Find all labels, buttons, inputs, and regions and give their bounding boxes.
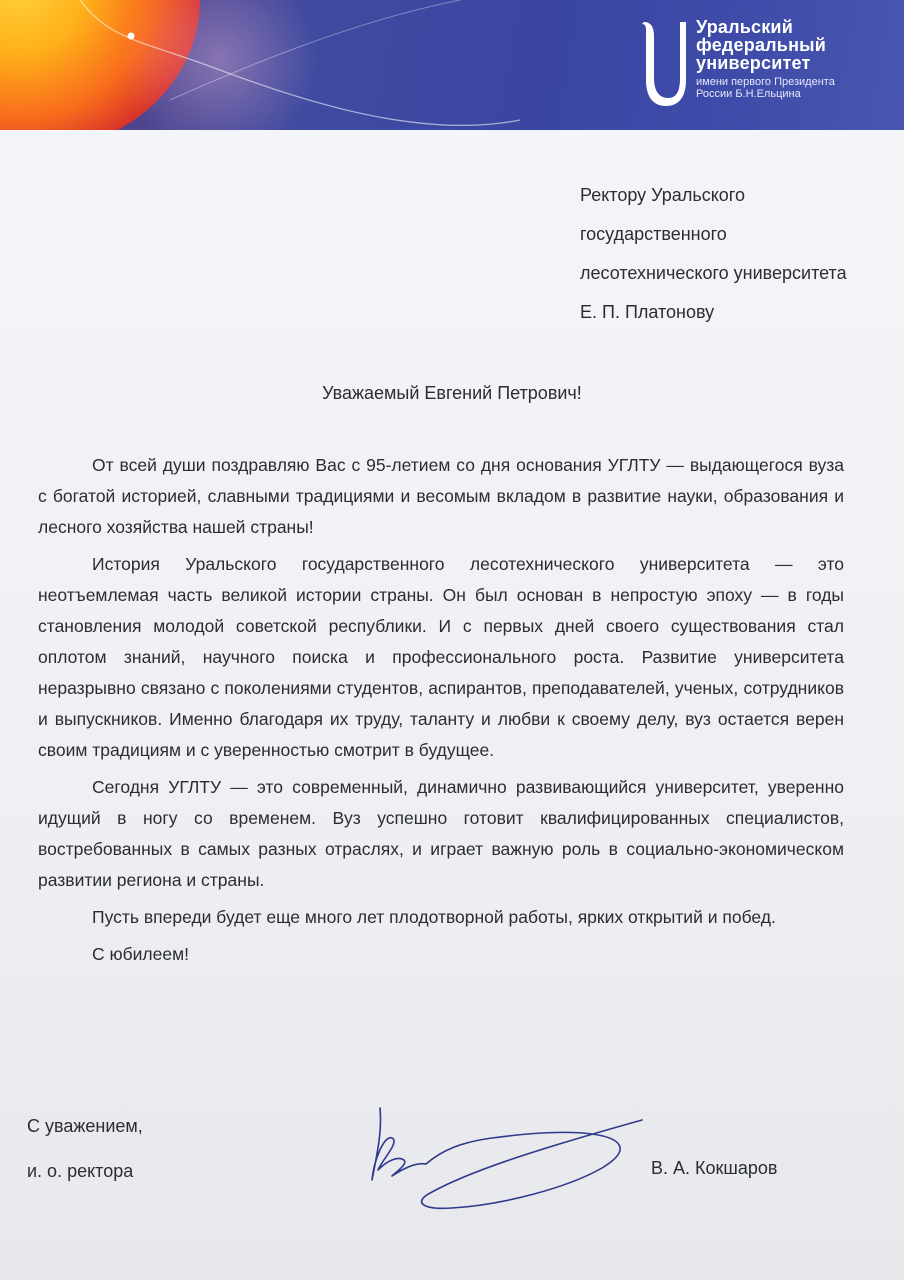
university-logo-text (696, 18, 835, 100)
logo-subtitle: России Б.Н.Ельцина (696, 88, 801, 100)
regards-text: С уважением, (27, 1116, 143, 1136)
letter-body (38, 450, 844, 976)
addressee-line: Ректору Уральского (580, 185, 745, 205)
logo-subtitle: имени первого Президента (696, 76, 835, 88)
logo-line: Уральский (696, 17, 793, 37)
paragraph: Сегодня УГЛТУ — это современный, динамично развивающийся университет, уверенно идущий в ногу со временем. Вуз успешно готовит квалифицированных специалистов, востребованных в самых разных отраслях, и играет важную роль в социально-экономическом развитии региона и страны. (38, 777, 844, 890)
closing-block (27, 1104, 143, 1194)
handwritten-signature (352, 1090, 652, 1220)
salutation: Уважаемый Евгений Петрович! (322, 383, 582, 403)
signer-name: В. А. Кокшаров (651, 1158, 778, 1178)
signer-position: и. о. ректора (27, 1161, 134, 1181)
paragraph: Пусть впереди будет еще много лет плодотворной работы, ярких открытий и побед. (92, 907, 776, 927)
addressee-name: Е. П. Платонову (580, 302, 715, 322)
letterhead-banner (0, 0, 904, 130)
addressee-line: лесотехнического университета (580, 263, 847, 283)
logo-line: университет (696, 53, 811, 73)
logo-line: федеральный (696, 35, 826, 55)
addressee-line: государственного (580, 224, 727, 244)
addressee-block (580, 182, 847, 338)
paragraph: История Уральского государственного лесотехнического университета — это неотъемлемая часть великой истории страны. Он был основан в непростую эпоху — в годы становления молодой советской республики. И с первых дней своего существования стал оплотом знаний, научного поиска и профессионального роста. Развитие университета неразрывно связано с поколениями студентов, аспирантов, преподавателей, ученых, сотрудников и выпускников. Именно благодаря их труду, таланту и любви к своему делу, вуз остается верен своим традициям и с уверенностью смотрит в будущее. (38, 554, 844, 760)
paragraph: От всей души поздравляю Вас с 95-летием со дня основания УГЛТУ — выдающегося вуза с богатой историей, славными традициями и весомым вкладом в развитие науки, образования и лесного хозяйства нашей страны! (38, 455, 844, 537)
university-logo-icon (640, 16, 688, 106)
closing-wish: С юбилеем! (92, 944, 189, 964)
